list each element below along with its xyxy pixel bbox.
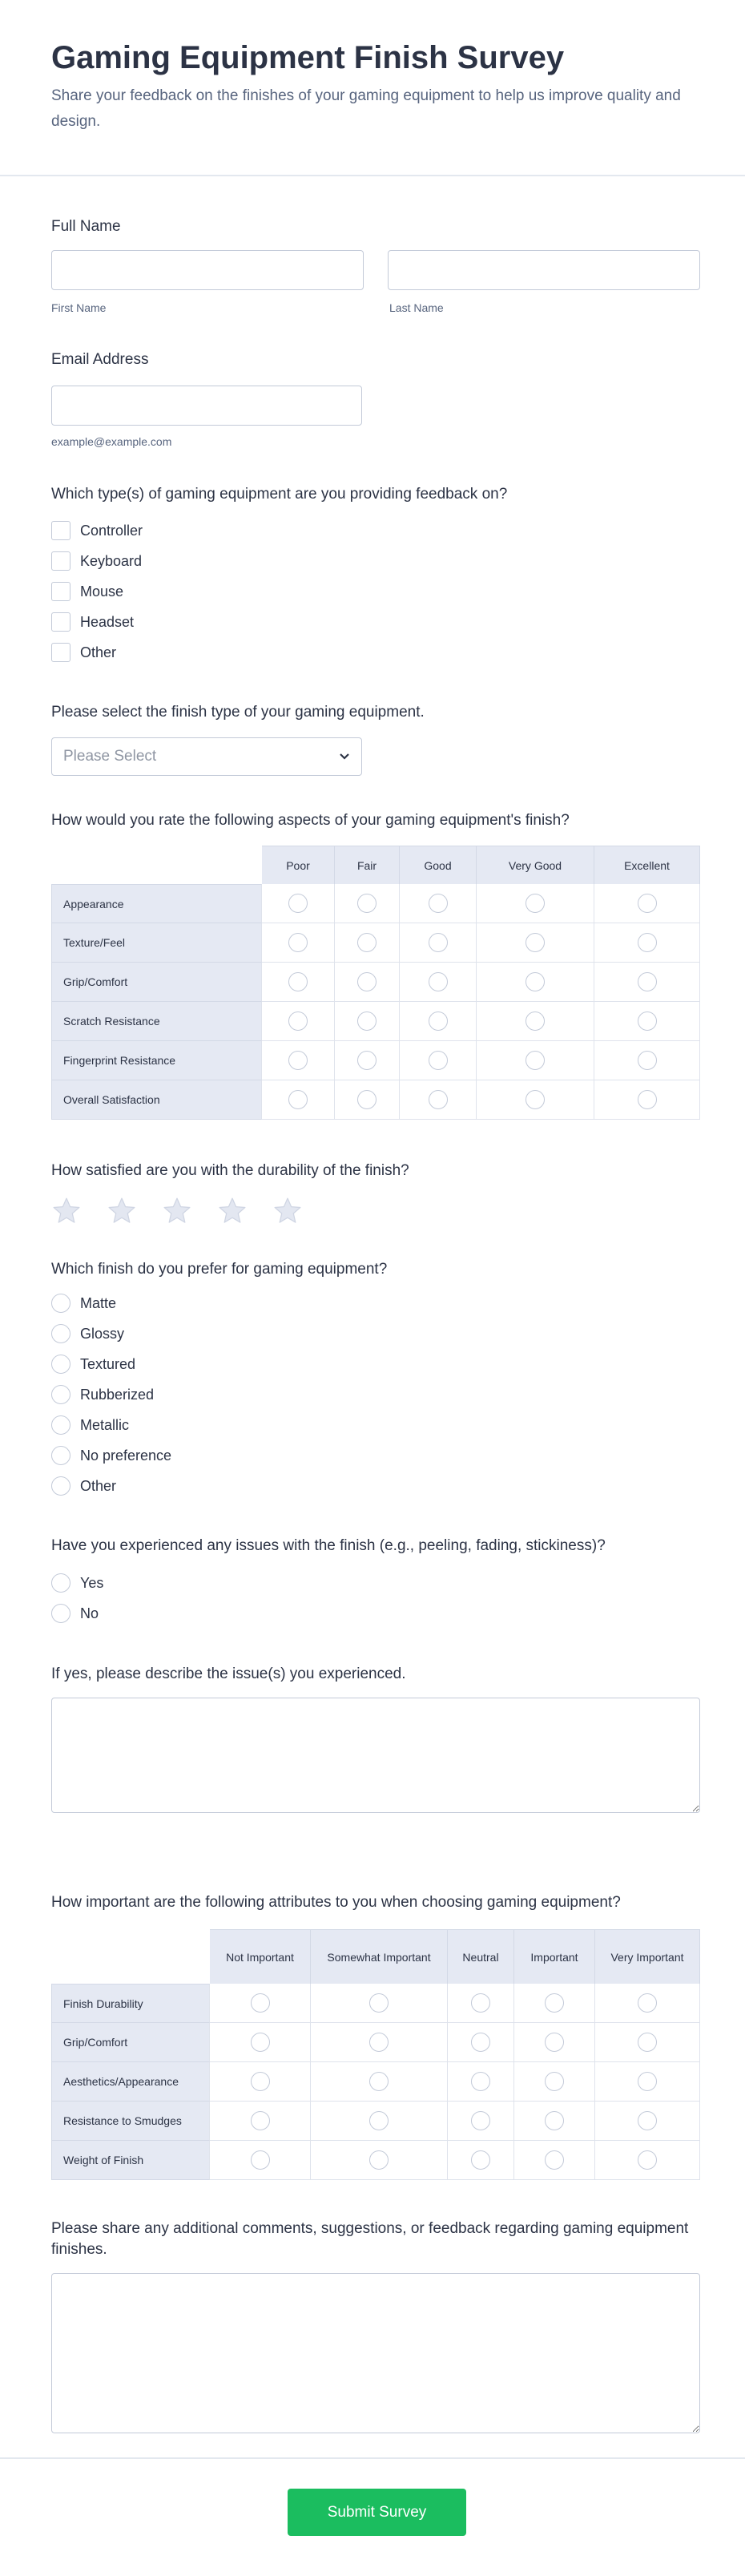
radio-button[interactable] (251, 2033, 270, 2052)
radio-button[interactable] (369, 1993, 389, 2013)
issues-question: Have you experienced any issues with the finish (e.g., peeling, fading, stickiness)? (51, 1537, 606, 1554)
radio-button[interactable] (288, 1051, 308, 1070)
radio-button[interactable] (526, 972, 545, 991)
matrix-cell (477, 963, 594, 1002)
matrix-cell (514, 2023, 595, 2062)
matrix-cell (448, 2141, 514, 2180)
radio-button[interactable] (545, 1993, 564, 2013)
option-label: Headset (80, 613, 135, 630)
row-label: Texture/Feel (51, 923, 262, 963)
matrix-header-row (51, 846, 700, 884)
radio-button[interactable] (526, 1051, 545, 1070)
checkbox[interactable] (51, 551, 70, 571)
matrix-cell (595, 1984, 700, 2023)
column-header: Fair (335, 846, 400, 884)
star-icon[interactable] (107, 1196, 137, 1226)
checkbox[interactable] (51, 643, 70, 662)
checkbox[interactable] (51, 521, 70, 540)
radio-button[interactable] (429, 1011, 448, 1031)
radio-button[interactable] (251, 2150, 270, 2170)
option-other[interactable] (51, 1476, 116, 1496)
radio-button[interactable] (638, 1090, 657, 1109)
option-other[interactable] (51, 643, 116, 662)
radio-button[interactable] (471, 2111, 490, 2130)
first-name-input[interactable] (51, 250, 364, 290)
matrix-cell (595, 2102, 700, 2141)
radio-button[interactable] (251, 2072, 270, 2091)
matrix-cell (448, 1984, 514, 2023)
matrix-row (51, 1984, 700, 2023)
matrix-cell (595, 2062, 700, 2102)
radio-button[interactable] (288, 1011, 308, 1031)
matrix-cell (595, 2141, 700, 2180)
durability-question: How satisfied are you with the durability of the finish? (51, 1162, 409, 1179)
option-label: Other (80, 644, 117, 660)
radio-button[interactable] (526, 933, 545, 952)
matrix-row (51, 1080, 700, 1120)
matrix-cell (262, 1002, 335, 1041)
option-label: Textured (80, 1355, 136, 1372)
matrix-row (51, 2062, 700, 2102)
matrix-cell (335, 1002, 400, 1041)
matrix-cell (595, 2023, 700, 2062)
column-header: Somewhat Important (311, 1929, 448, 1984)
option-label: Mouse (80, 583, 124, 600)
option-label: Yes (80, 1574, 104, 1591)
option-label: Other (80, 1477, 117, 1494)
radio-button[interactable] (545, 2033, 564, 2052)
row-label: Finish Durability (51, 1984, 210, 2023)
matrix-cell (594, 884, 700, 923)
radio-button[interactable] (51, 1415, 70, 1435)
matrix-cell (400, 1041, 477, 1080)
checkbox[interactable] (51, 582, 70, 601)
radio-button[interactable] (51, 1446, 70, 1465)
matrix-header-row (51, 1929, 700, 1984)
option-label: Matte (80, 1294, 117, 1311)
matrix-cell (448, 2102, 514, 2141)
column-header: Poor (262, 846, 335, 884)
option-label: No preference (80, 1447, 172, 1464)
matrix-cell (477, 1080, 594, 1120)
radio-button[interactable] (545, 2111, 564, 2130)
radio-button[interactable] (526, 894, 545, 913)
matrix-cell (514, 1984, 595, 2023)
matrix-cell (335, 884, 400, 923)
page-title: Gaming Equipment Finish Survey (51, 40, 565, 75)
matrix-cell (210, 2023, 311, 2062)
radio-button[interactable] (471, 1993, 490, 2013)
row-label: Grip/Comfort (51, 963, 262, 1002)
matrix-cell (514, 2102, 595, 2141)
radio-button[interactable] (638, 2072, 657, 2091)
option-matte[interactable] (51, 1294, 116, 1313)
matrix-cell (448, 2023, 514, 2062)
option-keyboard[interactable] (51, 551, 142, 571)
radio-button[interactable] (288, 894, 308, 913)
matrix-cell (335, 1080, 400, 1120)
matrix-cell (477, 923, 594, 963)
option-label: No (80, 1605, 99, 1621)
radio-button[interactable] (545, 2150, 564, 2170)
footer-divider (0, 2457, 745, 2459)
issue-description-textarea[interactable] (51, 1698, 700, 1813)
star-rating (51, 1196, 303, 1226)
option-glossy[interactable] (51, 1324, 124, 1343)
radio-button[interactable] (357, 894, 377, 913)
matrix-cell (335, 1041, 400, 1080)
column-header: Neutral (448, 1929, 514, 1984)
matrix-cell (311, 2023, 448, 2062)
option-label: Glossy (80, 1325, 125, 1342)
radio-button[interactable] (369, 2033, 389, 2052)
matrix-cell (514, 2062, 595, 2102)
matrix-row (51, 963, 700, 1002)
radio-button[interactable] (638, 1051, 657, 1070)
radio-button[interactable] (471, 2072, 490, 2091)
matrix-cell (262, 1041, 335, 1080)
matrix-row (51, 1041, 700, 1080)
column-header: Excellent (594, 846, 700, 884)
header-divider (0, 175, 745, 176)
radio-button[interactable] (251, 2111, 270, 2130)
radio-button[interactable] (429, 972, 448, 991)
row-label: Aesthetics/Appearance (51, 2062, 210, 2102)
importance-matrix-question: How important are the following attributes to you when choosing gaming equipment? (51, 1894, 621, 1911)
matrix-corner (51, 1929, 210, 1984)
finish-type-select[interactable] (51, 737, 362, 776)
column-header: Very Important (595, 1929, 700, 1984)
row-label: Weight of Finish (51, 2141, 210, 2180)
equipment-question: Which type(s) of gaming equipment are you providing feedback on? (51, 486, 508, 503)
option-label: Controller (80, 522, 143, 539)
row-label: Overall Satisfaction (51, 1080, 262, 1120)
radio-button[interactable] (471, 2033, 490, 2052)
row-label: Scratch Resistance (51, 1002, 262, 1041)
option-yes[interactable] (51, 1573, 103, 1593)
radio-button[interactable] (638, 933, 657, 952)
matrix-cell (262, 1080, 335, 1120)
radio-button[interactable] (526, 1090, 545, 1109)
radio-button[interactable] (288, 1090, 308, 1109)
option-controller[interactable] (51, 521, 143, 540)
row-label: Appearance (51, 884, 262, 923)
email-sublabel: example@example.com (51, 435, 172, 448)
row-label: Fingerprint Resistance (51, 1041, 262, 1080)
matrix-cell (262, 923, 335, 963)
radio-button[interactable] (638, 972, 657, 991)
radio-button[interactable] (369, 2072, 389, 2091)
rating-matrix (51, 846, 700, 1120)
checkbox[interactable] (51, 612, 70, 632)
matrix-cell (210, 1984, 311, 2023)
page-subtitle: Share your feedback on the finishes of your gaming equipment to help us improve quality and design. (51, 87, 681, 130)
submit-survey-button[interactable]: Submit Survey (288, 2489, 466, 2536)
radio-button[interactable] (638, 2033, 657, 2052)
matrix-row (51, 923, 700, 963)
matrix-cell (210, 2102, 311, 2141)
radio-button[interactable] (357, 1011, 377, 1031)
radio-button[interactable] (357, 1051, 377, 1070)
option-no[interactable] (51, 1604, 99, 1623)
radio-button[interactable] (429, 894, 448, 913)
matrix-cell (594, 1041, 700, 1080)
column-header: Good (400, 846, 477, 884)
matrix-cell (594, 1002, 700, 1041)
radio-button[interactable] (288, 972, 308, 991)
star-icon[interactable] (217, 1196, 248, 1226)
matrix-cell (477, 884, 594, 923)
matrix-row (51, 2023, 700, 2062)
radio-button[interactable] (526, 1011, 545, 1031)
matrix-row (51, 1002, 700, 1041)
radio-button[interactable] (357, 972, 377, 991)
comments-label: Please share any additional comments, suggestions, or feedback regarding gaming equipment finishes. (51, 2220, 689, 2258)
option-label: Metallic (80, 1416, 130, 1433)
radio-button[interactable] (638, 894, 657, 913)
column-header: Not Important (210, 1929, 311, 1984)
matrix-cell (400, 1002, 477, 1041)
email-input[interactable] (51, 386, 362, 426)
matrix-cell (400, 884, 477, 923)
email-label: Email Address (51, 351, 149, 368)
matrix-cell (594, 963, 700, 1002)
matrix-cell (448, 2062, 514, 2102)
radio-button[interactable] (429, 933, 448, 952)
radio-button[interactable] (357, 933, 377, 952)
radio-button[interactable] (51, 1604, 70, 1623)
matrix-cell (210, 2062, 311, 2102)
matrix-row (51, 2102, 700, 2141)
preferred-finish-question: Which finish do you prefer for gaming equipment? (51, 1261, 388, 1278)
option-label: Rubberized (80, 1386, 155, 1403)
matrix-cell (400, 923, 477, 963)
matrix-cell (594, 1080, 700, 1120)
option-textured[interactable] (51, 1355, 135, 1374)
finish-type-selected: Please Select (63, 748, 157, 765)
column-header: Important (514, 1929, 595, 1984)
radio-button[interactable] (638, 2150, 657, 2170)
matrix-cell (262, 884, 335, 923)
radio-button[interactable] (51, 1476, 70, 1496)
row-label: Resistance to Smudges (51, 2102, 210, 2141)
row-label: Grip/Comfort (51, 2023, 210, 2062)
radio-button[interactable] (638, 1011, 657, 1031)
star-icon[interactable] (272, 1196, 303, 1226)
radio-button[interactable] (369, 2111, 389, 2130)
first-name-sublabel: First Name (51, 301, 107, 314)
option-mouse[interactable] (51, 582, 123, 601)
matrix-cell (311, 2141, 448, 2180)
matrix-cell (514, 2141, 595, 2180)
star-icon[interactable] (162, 1196, 192, 1226)
radio-button[interactable] (51, 1385, 70, 1404)
matrix-cell (335, 923, 400, 963)
comments-textarea[interactable] (51, 2273, 700, 2433)
radio-button[interactable] (51, 1355, 70, 1374)
radio-button[interactable] (51, 1294, 70, 1313)
matrix-cell (262, 963, 335, 1002)
matrix-row (51, 2141, 700, 2180)
radio-button[interactable] (471, 2150, 490, 2170)
matrix-cell (311, 1984, 448, 2023)
column-header: Very Good (477, 846, 594, 884)
option-label: Keyboard (80, 552, 143, 569)
radio-button[interactable] (545, 2072, 564, 2091)
matrix-cell (210, 2141, 311, 2180)
star-icon[interactable] (51, 1196, 82, 1226)
full-name-label: Full Name (51, 218, 121, 235)
rating-matrix-question: How would you rate the following aspects of your gaming equipment's finish? (51, 812, 570, 829)
radio-button[interactable] (638, 1993, 657, 2013)
radio-button[interactable] (357, 1090, 377, 1109)
radio-button[interactable] (429, 1090, 448, 1109)
radio-button[interactable] (51, 1573, 70, 1593)
option-metallic[interactable] (51, 1415, 129, 1435)
matrix-cell (400, 963, 477, 1002)
matrix-corner (51, 846, 262, 884)
radio-button[interactable] (51, 1324, 70, 1343)
matrix-cell (477, 1041, 594, 1080)
matrix-cell (594, 923, 700, 963)
matrix-cell (311, 2062, 448, 2102)
option-rubberized[interactable] (51, 1385, 154, 1404)
radio-button[interactable] (638, 2111, 657, 2130)
matrix-cell (400, 1080, 477, 1120)
chevron-down-icon (339, 753, 350, 761)
matrix-cell (311, 2102, 448, 2141)
radio-button[interactable] (288, 933, 308, 952)
last-name-sublabel: Last Name (389, 301, 444, 314)
radio-button[interactable] (251, 1993, 270, 2013)
option-no-preference[interactable] (51, 1446, 171, 1465)
radio-button[interactable] (369, 2150, 389, 2170)
issue-description-label: If yes, please describe the issue(s) you experienced. (51, 1666, 406, 1682)
last-name-input[interactable] (388, 250, 700, 290)
option-headset[interactable] (51, 612, 134, 632)
importance-matrix (51, 1929, 700, 2180)
finish-type-question: Please select the finish type of your gaming equipment. (51, 704, 425, 721)
matrix-row (51, 884, 700, 923)
matrix-cell (477, 1002, 594, 1041)
matrix-cell (335, 963, 400, 1002)
radio-button[interactable] (429, 1051, 448, 1070)
